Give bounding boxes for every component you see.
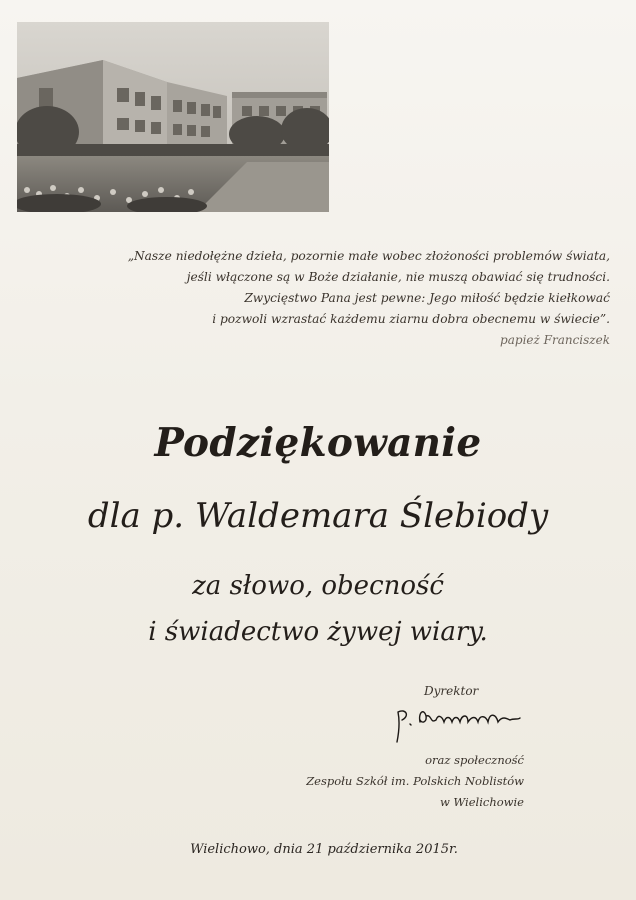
quote-line: „Nasze niedołężne dzieła, pozornie małe wobec złożoności problemów świata, [127, 249, 610, 263]
pope-quote [50, 246, 610, 351]
reason-line-2: i świadectwo żywej wiary. [148, 617, 488, 647]
place-and-date: Wielichowo, dnia 21 października 2015r. [190, 842, 458, 857]
quote-line: i pozwoli wzrastać każdemu ziarnu dobra obecnemu w świecie”. [212, 312, 610, 326]
reason-line-1: za słowo, obecność [192, 571, 444, 601]
school-community [306, 750, 524, 813]
director-title: Dyrektor [424, 684, 479, 698]
community-line-1: oraz społeczność [425, 753, 524, 767]
community-line-3: w Wielichowie [439, 795, 524, 809]
acknowledgement-reason [0, 563, 636, 655]
school-building-photo [17, 22, 329, 212]
quote-line: Zwycięstwo Pana jest pewne: Jego miłość będzie kiełkować [244, 291, 610, 305]
quote-author: papież Franciszek [500, 333, 610, 347]
recipient-name: dla p. Waldemara Ślebiody [87, 496, 549, 536]
quote-line: jeśli włączone są w Boże działanie, nie muszą obawiać się trudności. [186, 270, 610, 284]
director-signature [392, 698, 522, 744]
certificate-title: Podziękowanie [154, 420, 482, 466]
community-line-2: Zespołu Szkół im. Polskich Noblistów [306, 774, 524, 788]
